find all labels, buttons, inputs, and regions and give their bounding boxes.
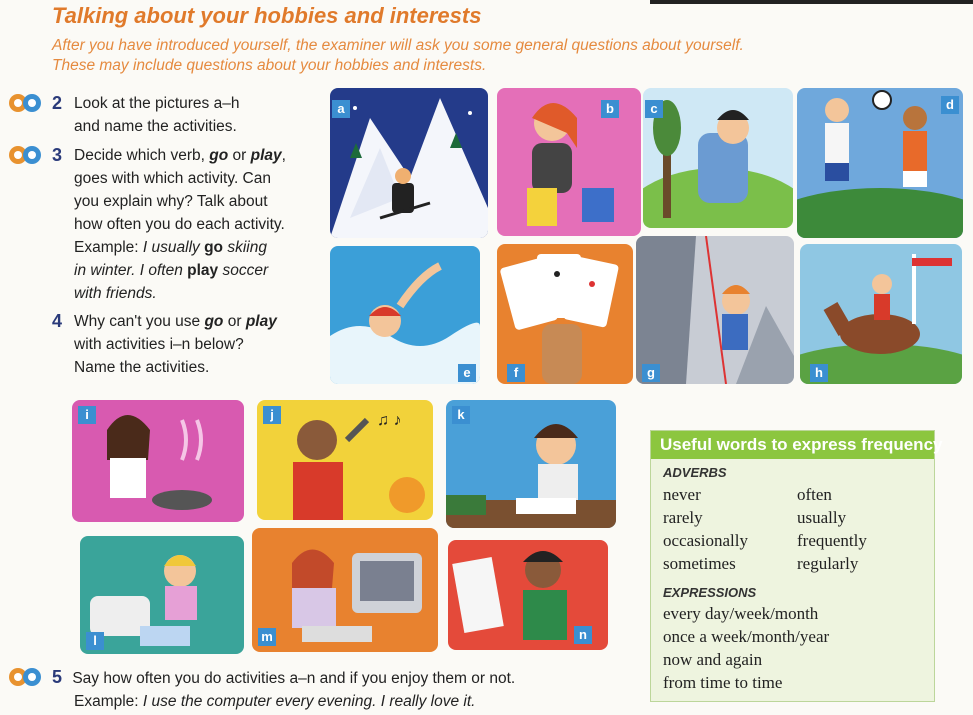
expressions-label: EXPRESSIONS	[663, 585, 757, 600]
picture-label: b	[601, 100, 619, 118]
exercise-number: 5	[52, 667, 63, 687]
picture-h-horse-riding	[800, 244, 962, 384]
picture-label: i	[78, 406, 96, 424]
example-line	[52, 690, 515, 713]
top-rule	[650, 0, 973, 4]
audio-cd-icon[interactable]	[8, 667, 42, 687]
picture-b-shopping	[497, 88, 641, 236]
picture-label: a	[332, 100, 350, 118]
intro-line-1: After you have introduced yourself, the examiner will ask you some general questions about yourself.	[52, 37, 744, 54]
exercise-line: how often you do each activity.	[74, 216, 285, 233]
example-label: Example:	[74, 693, 143, 710]
example-line: with friends.	[74, 285, 157, 302]
adverb: rarely	[663, 508, 703, 527]
adverb: usually	[797, 508, 847, 527]
intro-line-2: These may include questions about your hobbies and interests.	[52, 57, 487, 74]
picture-j-singing	[257, 400, 433, 520]
picture-e-swimming	[330, 246, 480, 384]
exercise-line: Name the activities.	[74, 359, 210, 376]
text: ,	[281, 147, 286, 164]
audio-cd-icon[interactable]	[8, 145, 42, 165]
picture-k-reading	[446, 400, 616, 528]
exercise-line: Say how often you do activities a–n and if you enjoy them or not.	[72, 670, 516, 687]
example-label: Example:	[74, 239, 143, 256]
picture-label: c	[645, 100, 663, 118]
svg-text:♫ ♪: ♫ ♪	[377, 412, 402, 429]
example-line	[74, 259, 286, 282]
picture-a-skiing	[330, 88, 488, 238]
picture-i-cooking	[72, 400, 244, 522]
picture-l-sewing	[80, 536, 244, 654]
picture-label: e	[458, 364, 476, 382]
example-line	[74, 236, 286, 259]
text: in winter. I often	[74, 262, 188, 279]
picture-label: f	[507, 364, 525, 382]
picture-c-hiking	[643, 88, 793, 228]
picture-label: d	[941, 96, 959, 114]
exercise-line	[74, 144, 286, 167]
picture-n-drawing	[448, 540, 608, 650]
picture-label: g	[642, 364, 660, 382]
verb-play: play	[187, 262, 219, 279]
exercise-line: Look at the pictures a–h	[74, 95, 240, 112]
section-title: Talking about your hobbies and interests	[52, 3, 482, 28]
picture-g-climbing	[636, 236, 794, 384]
picture-label: h	[810, 364, 828, 382]
adverb: occasionally	[663, 531, 748, 550]
text: or	[223, 313, 246, 330]
picture-f-cards	[497, 244, 633, 384]
adverb: often	[797, 485, 832, 504]
adverb: sometimes	[663, 554, 736, 573]
text: I usually	[142, 239, 205, 256]
adverb: regularly	[797, 554, 859, 573]
exercise-line: goes with which activity. Can	[74, 170, 271, 187]
verb-go: go	[204, 313, 224, 330]
text: skiing	[223, 239, 267, 256]
verb-play: play	[245, 313, 277, 330]
useful-words-heading: Useful words to express frequency	[651, 431, 934, 459]
example-text: I use the computer every evening. I really love it.	[142, 693, 476, 710]
adverbs-label: ADVERBS	[663, 465, 727, 480]
exercise-5	[52, 666, 515, 713]
adverb: frequently	[797, 531, 867, 550]
expression: now and again	[663, 650, 763, 669]
expression: every day/week/month	[663, 604, 819, 623]
verb-play: play	[250, 147, 282, 164]
text: or	[228, 147, 251, 164]
exercise-number: 3	[52, 145, 63, 165]
exercise-line: you explain why? Talk about	[74, 193, 268, 210]
verb-go: go	[209, 147, 229, 164]
exercise-number: 4	[52, 311, 63, 331]
useful-words-box	[650, 430, 943, 702]
picture-label: m	[258, 628, 276, 646]
text: soccer	[218, 262, 269, 279]
picture-label: l	[86, 632, 104, 650]
exercise-line: with activities i–n below?	[74, 336, 244, 353]
exercise-line	[74, 310, 277, 333]
picture-label: k	[452, 406, 470, 424]
picture-label: j	[263, 406, 281, 424]
verb-go: go	[204, 239, 224, 256]
text: Decide which verb,	[74, 147, 210, 164]
intro-text	[52, 36, 744, 76]
expression: from time to time	[663, 673, 783, 692]
text: Why can't you use	[74, 313, 205, 330]
picture-d-soccer	[797, 88, 963, 238]
picture-m-computer	[252, 528, 438, 652]
adverb: never	[663, 485, 701, 504]
audio-cd-icon[interactable]	[8, 93, 42, 113]
exercise-line: and name the activities.	[74, 118, 237, 135]
picture-label: n	[574, 626, 592, 644]
exercise-number: 2	[52, 93, 63, 113]
expression: once a week/month/year	[663, 627, 830, 646]
